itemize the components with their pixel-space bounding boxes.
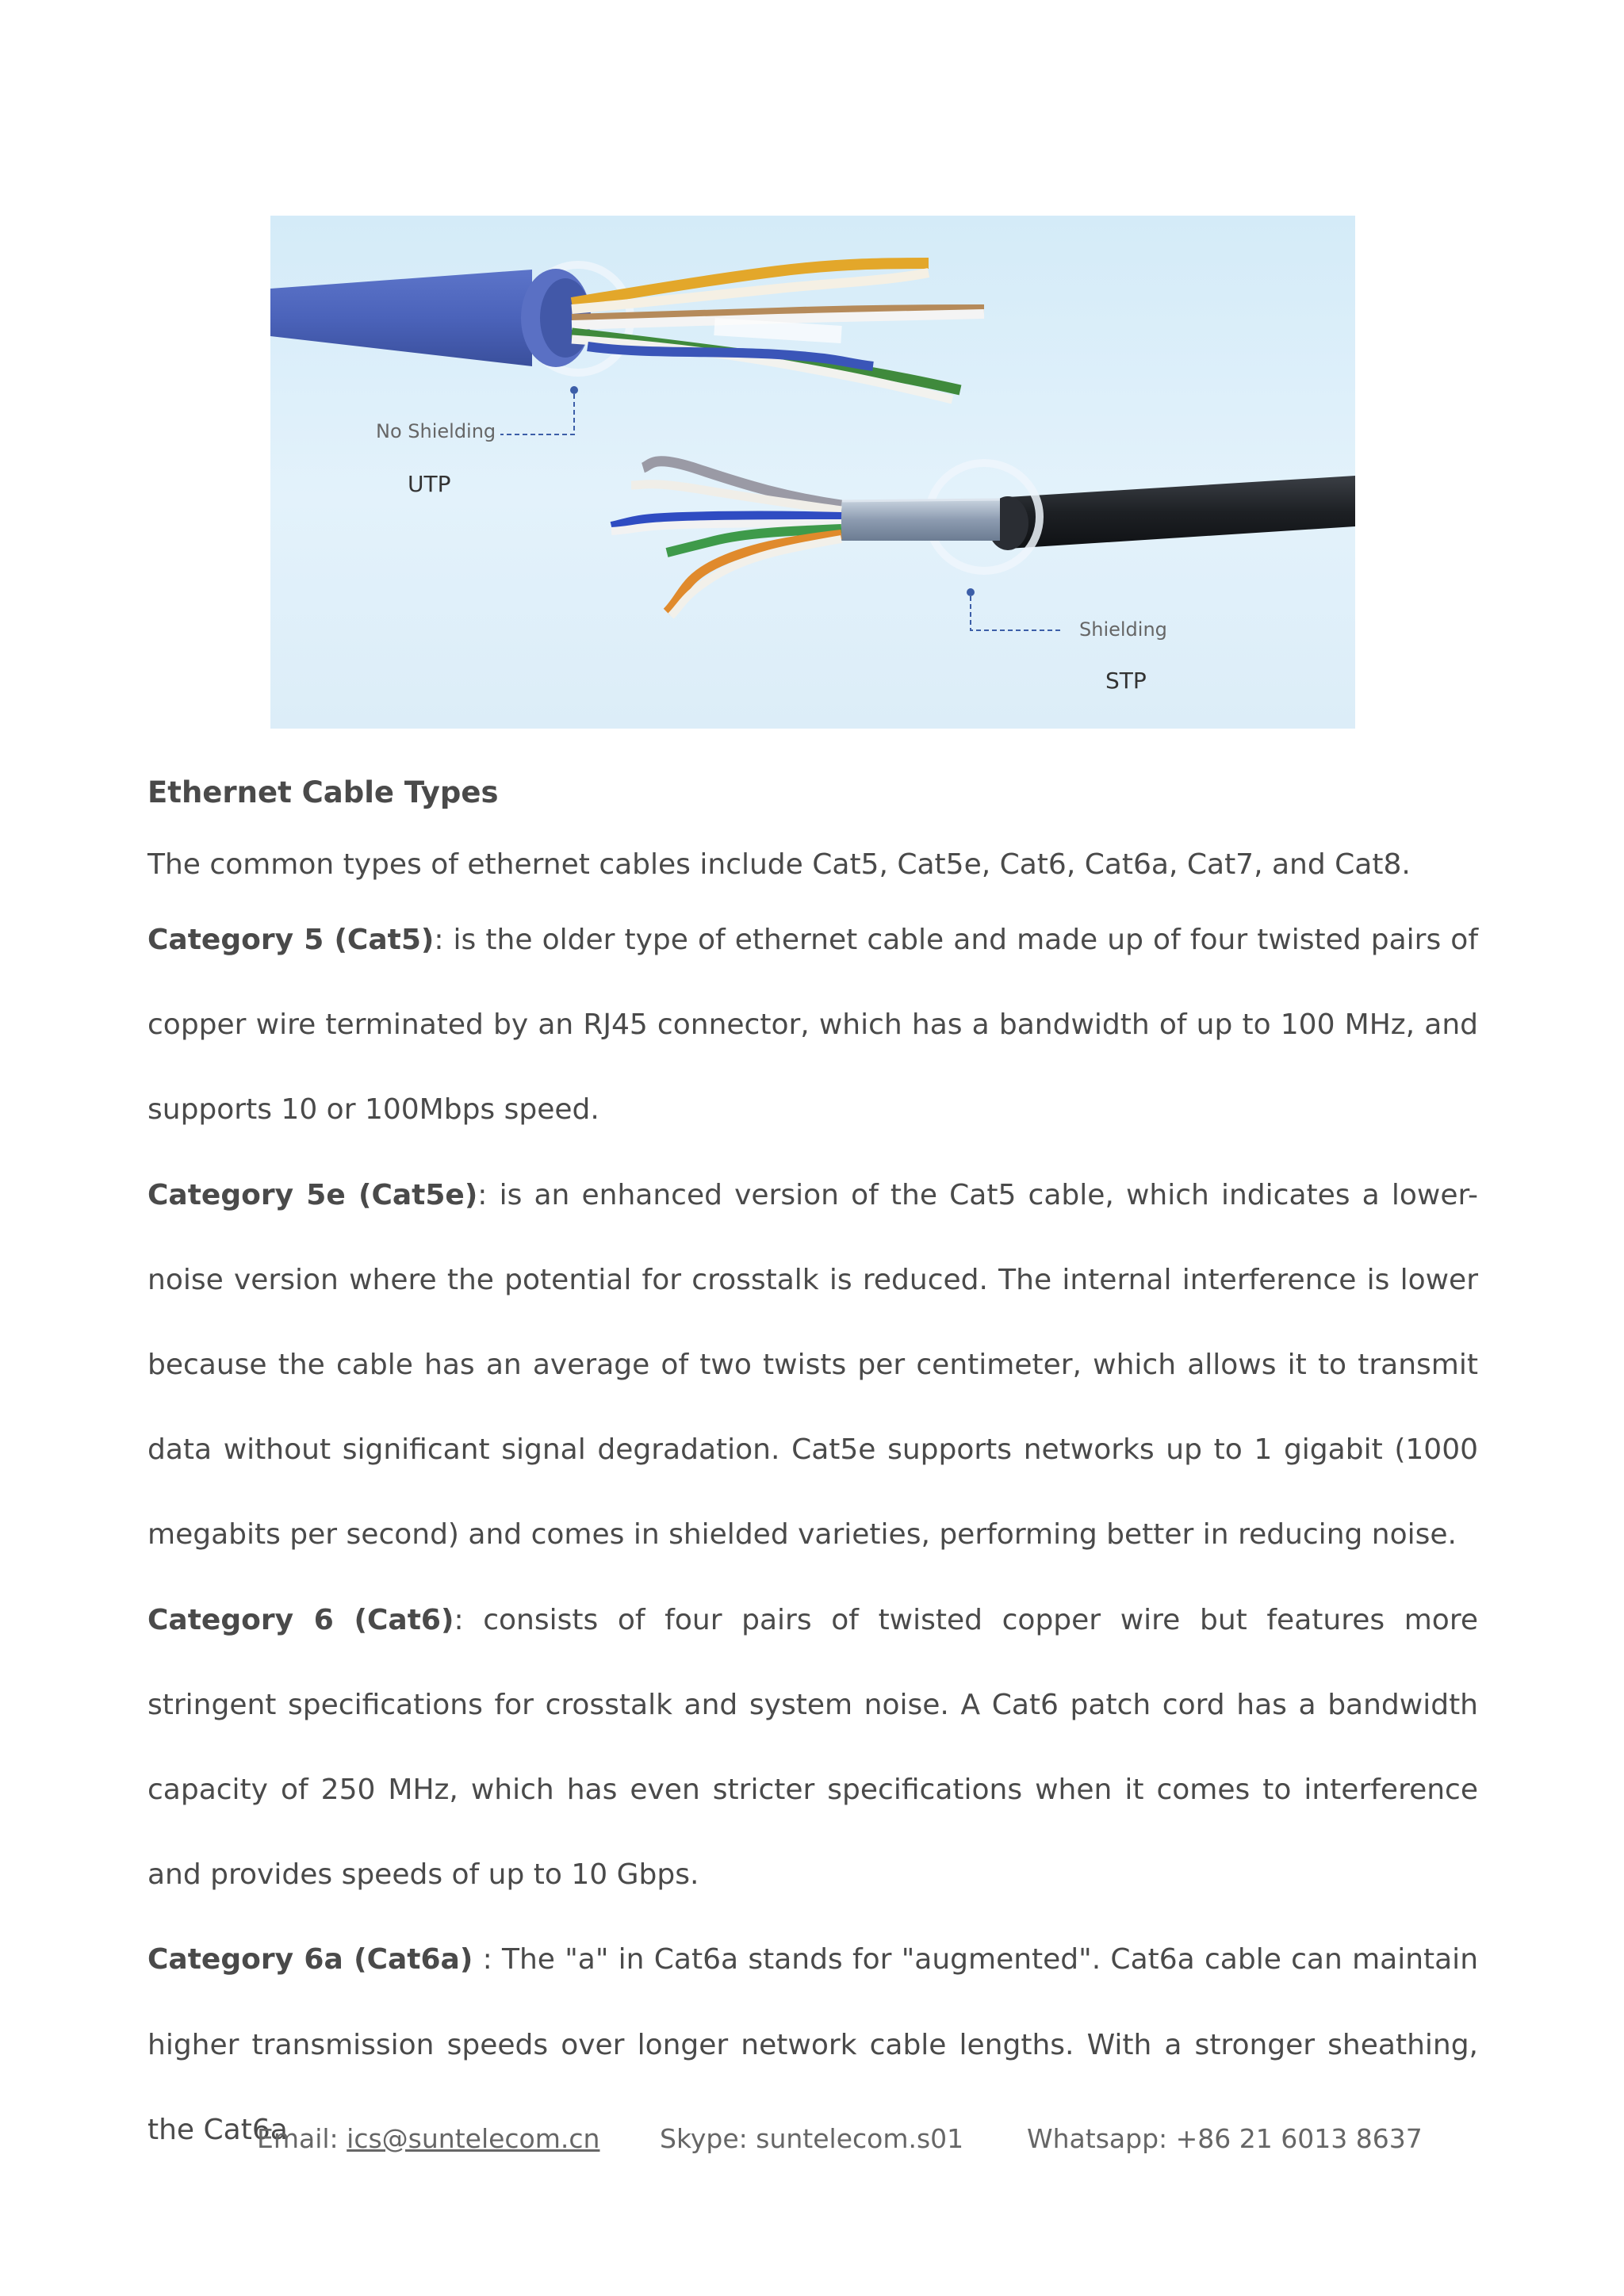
cable-illustration: [270, 216, 1355, 729]
stp-label: STP: [1105, 668, 1147, 694]
utp-label: UTP: [408, 471, 451, 497]
cat5e-text: : is an enhanced version of the Cat5 cable, which indicates a lower-noise version where the potential for crosstalk is reduced. The internal interference is lower because the cable has an average of two twists per centimeter, which allows it to transmit data without significant signal degradation. Cat5e supports networks up to 1 gigabit (1000 megabits per second) and comes in shielded varieties, performing better in reducing noise.: [147, 1178, 1478, 1552]
footer-skype: Skype: suntelecom.s01: [660, 2123, 964, 2154]
page-footer: [0, 2123, 1624, 2164]
cat5-text: : is the older type of ethernet cable and made up of four twisted pairs of copper wire terminated by an RJ45 connector, which has a bandwidth of up to 100 MHz, and supports 10 or 100Mbps speed.: [147, 924, 1478, 1127]
cat5e-paragraph: [147, 1153, 1478, 1578]
cat6-term: Category 6 (Cat6): [147, 1603, 454, 1636]
stp-cable: [611, 461, 1355, 630]
utp-cable: [270, 263, 984, 434]
no-shielding-callout: No Shielding: [376, 420, 496, 442]
footer-whatsapp: Whatsapp: +86 21 6013 8637: [1027, 2123, 1423, 2154]
shielding-callout: Shielding: [1079, 618, 1167, 641]
email-label: Email:: [257, 2123, 347, 2154]
cat6-text: : consists of four pairs of twisted copper wire but features more stringent specifications for crosstalk and system noise. A Cat6 patch cord has a bandwidth capacity of 250 MHz, which has even stricter specifications when it comes to interference and provides speeds of up to 10 Gbps.: [147, 1603, 1478, 1892]
cat5-term: Category 5 (Cat5): [147, 924, 435, 956]
section-title: Ethernet Cable Types: [147, 775, 499, 809]
cat5e-term: Category 5e (Cat5e): [147, 1178, 478, 1211]
cat6-paragraph: [147, 1578, 1478, 1918]
cat6a-term: Category 6a (Cat6a): [147, 1943, 473, 1976]
intro-paragraph: The common types of ethernet cables include Cat5, Cat5e, Cat6, Cat6a, Cat7, and Cat8.: [147, 848, 1411, 881]
email-link[interactable]: ics@suntelecom.cn: [347, 2123, 600, 2154]
cat5-paragraph: [147, 897, 1478, 1153]
footer-email: [257, 2123, 599, 2154]
cat6a-text: : The "a" in Cat6a stands for "augmented". Cat6a cable can maintain higher transmission speeds over longer network cable lengths. With a stronger sheathing, the Cat6a: [147, 1943, 1479, 2146]
